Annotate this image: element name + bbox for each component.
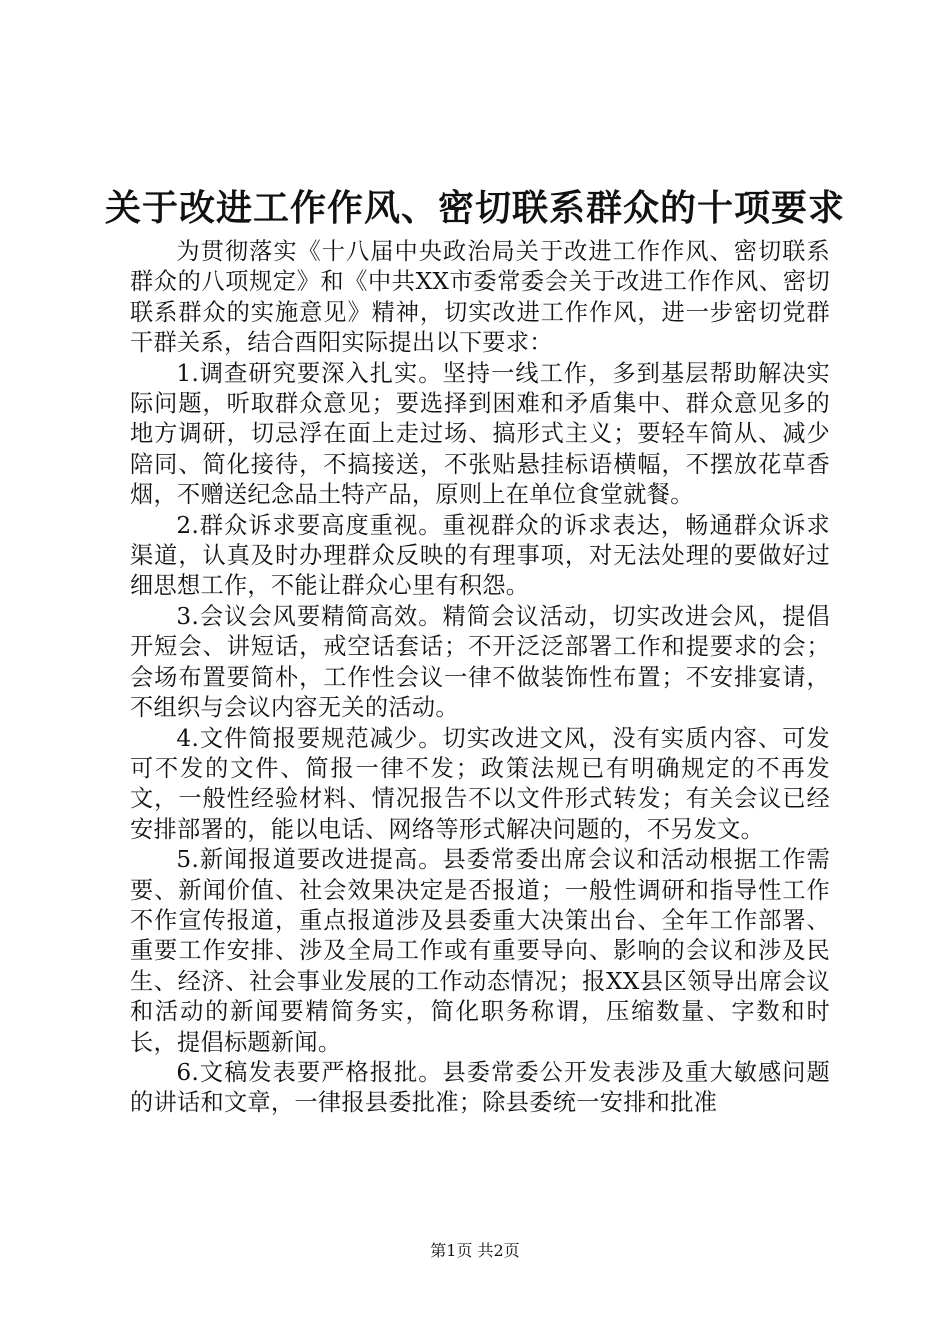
paragraph-item-4: 4.文件简报要规范减少。切实改进文风，没有实质内容、可发可不发的文件、简报一律不发；政策法规已有明确规定的不再发文，一般性经验材料、情况报告不以文件形式转发；有关会议已经安排部署的，能以电话、网络等形式解决问题的，不另发文。 xyxy=(130,724,830,843)
paragraph-item-3: 3.会议会风要精简高效。精简会议活动，切实改进会风，提倡开短会、讲短话，戒空话套话；不开泛泛部署工作和提要求的会；会场布置要简朴，工作性会议一律不做装饰性布置；不安排宴请，不组织与会议内容无关的活动。 xyxy=(130,602,830,722)
document-body xyxy=(130,237,830,1119)
paragraph-item-2: 2.群众诉求要高度重视。重视群众的诉求表达，畅通群众诉求渠道，认真及时办理群众反映的有理事项，对无法处理的要做好过细思想工作，不能让群众心里有积怨。 xyxy=(130,511,830,600)
page-footer: 第1页 共2页 xyxy=(430,1241,520,1260)
paragraph-item-1: 1.调查研究要深入扎实。坚持一线工作，多到基层帮助解决实际问题，听取群众意见；要选择到困难和矛盾集中、群众意见多的地方调研，切忌浮在面上走过场、搞形式主义；要轻车简从、减少陪同、简化接待，不搞接送，不张贴悬挂标语横幅，不摆放花草香烟，不赠送纪念品土特产品，原则上在单位食堂就餐。 xyxy=(130,359,830,509)
paragraph-item-5: 5.新闻报道要改进提高。县委常委出席会议和活动根据工作需要、新闻价值、社会效果决定是否报道；一般性调研和指导性工作不作宣传报道，重点报道涉及县委重大决策出台、全年工作部署、重要工作安排、涉及全局工作或有重要导向、影响的会议和涉及民生、经济、社会事业发展的工作动态情况；报XX县区领导出席会议和活动的新闻要精简务实，简化职务称谓，压缩数量、字数和时长，提倡标题新闻。 xyxy=(130,846,830,1056)
paragraph-item-6: 6.文稿发表要严格报批。县委常委公开发表涉及重大敏感问题的讲话和文章，一律报县委批准；除县委统一安排和批准 xyxy=(130,1058,830,1117)
paragraph-intro: 为贯彻落实《十八届中央政治局关于改进工作作风、密切联系群众的八项规定》和《中共XX市委常委会关于改进工作作风、密切联系群众的实施意见》精神，切实改进工作作风，进一步密切党群干群关系，结合酉阳实际提出以下要求： xyxy=(130,238,830,357)
document-title: 关于改进工作作风、密切联系群众的十项要求 xyxy=(104,188,845,229)
